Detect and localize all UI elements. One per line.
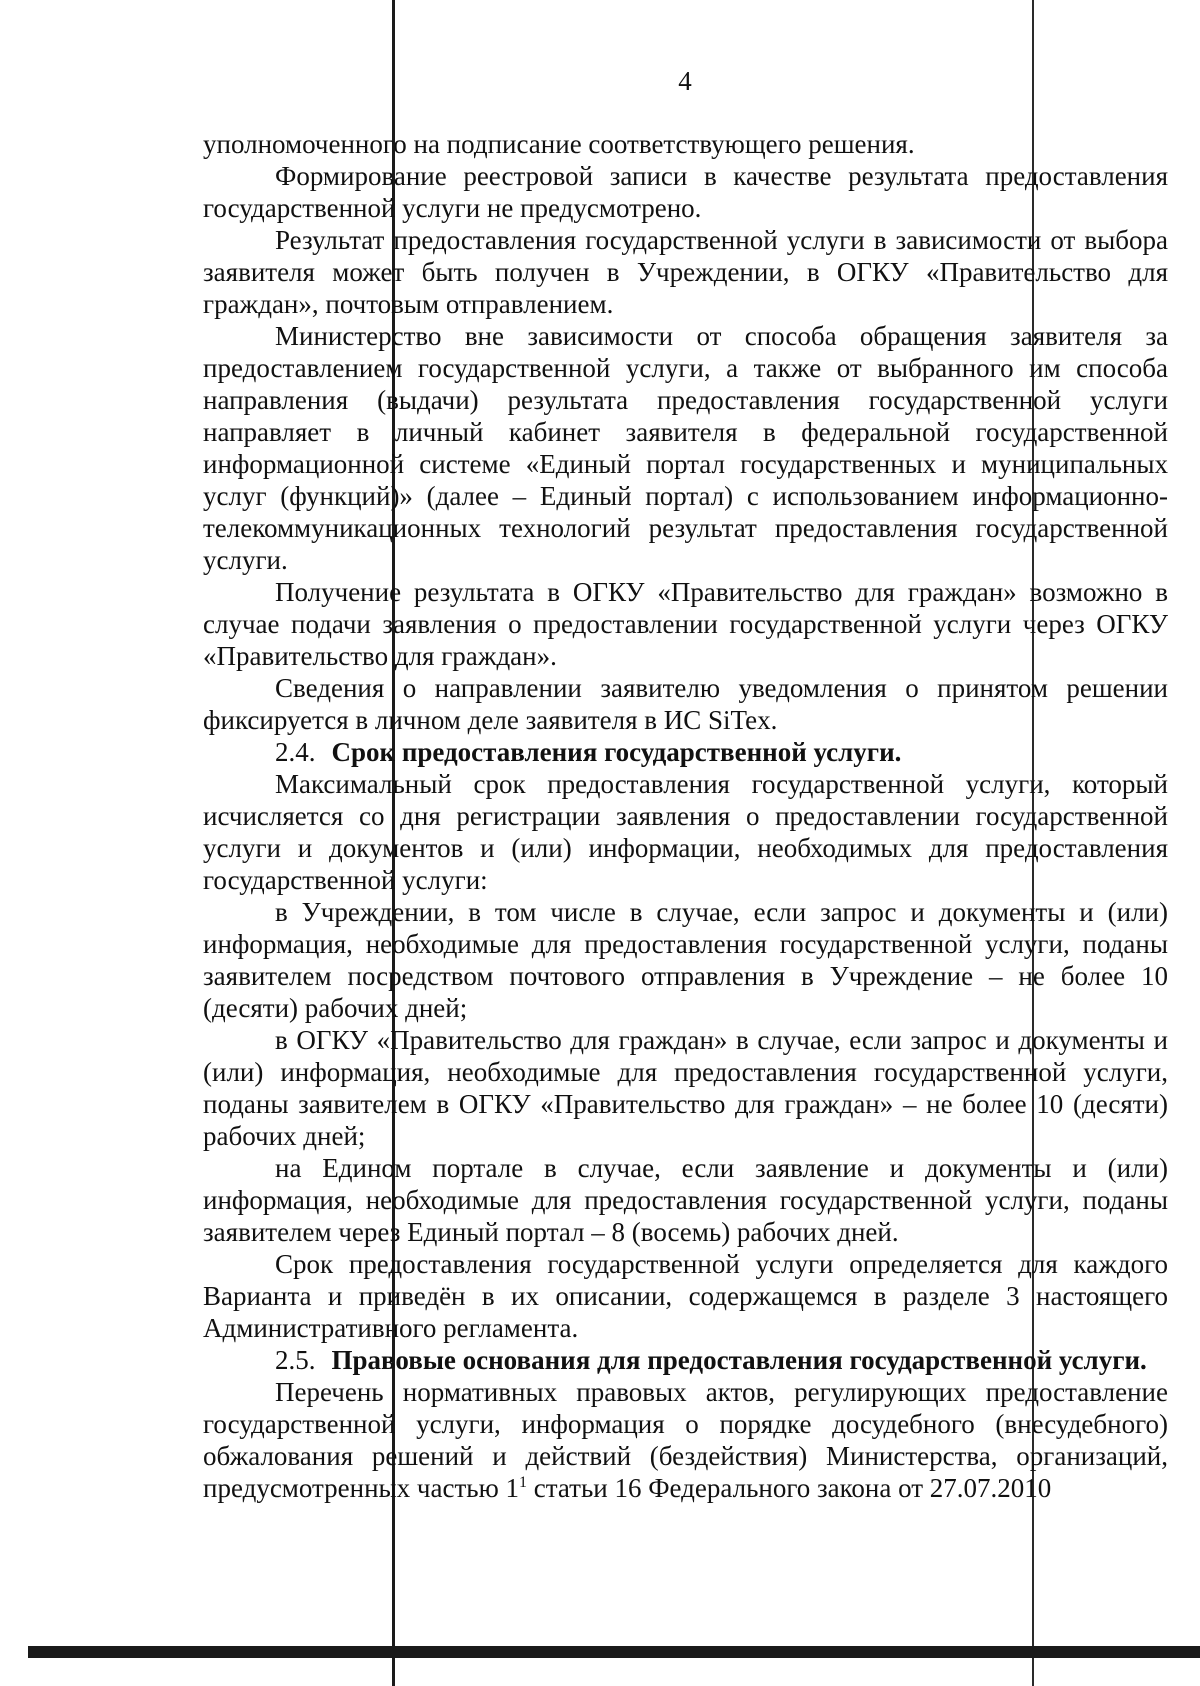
section-number: 2.5. [275, 1345, 316, 1375]
paragraph: Срок предоставления государственной услуги определяется для каждого Варианта и приведён в их описании, содержащемся в разделе 3 настоящего Административного регламента. [203, 1249, 1168, 1343]
section-number: 2.4. [275, 737, 316, 767]
superscript: 1 [519, 1474, 528, 1491]
paragraph-text: Перечень нормативных правовых актов, регулирующих предоставление государственной услуги, информация о порядке досудебного (внесудебного) обжалования решений и действий (бездействия) Министерства, организаций, предусмотренных частью 1 [203, 1377, 1168, 1503]
section-title: Правовые основания для предоставления государственной услуги. [331, 1345, 1147, 1375]
document-body [203, 128, 1168, 1504]
section-title: Срок предоставления государственной услуги. [331, 737, 902, 767]
paragraph: Максимальный срок предоставления государственной услуги, который исчисляется со дня регистрации заявления о предоставлении государственной услуги и документов и (или) информации, необходимых для предоставления государственной услуги: [203, 769, 1168, 895]
scan-bottom-bar [28, 1646, 1200, 1658]
paragraph: на Едином портале в случае, если заявление и документы и (или) информация, необходимые для предоставления государственной услуги, поданы заявителем через Единый портал – 8 (восемь) рабочих дней. [203, 1153, 1168, 1247]
paragraph: Получение результата в ОГКУ «Правительство для граждан» возможно в случае подачи заявления о предоставлении государственной услуги через ОГКУ «Правительство для граждан». [203, 577, 1168, 671]
paragraph: в ОГКУ «Правительство для граждан» в случае, если запрос и документы и (или) информация, необходимые для предоставления государственной услуги, поданы заявителем в ОГКУ «Правительство для граждан» – не более 10 (десяти) рабочих дней; [203, 1025, 1168, 1151]
section-heading-2-4 [203, 736, 1168, 768]
paragraph: Министерство вне зависимости от способа обращения заявителя за предоставлением государственной услуги, а также от выбранного им способа направления (выдачи) результата предоставления государственной услуги направляет в личный кабинет заявителя в федеральной государственной информационной системе «Единый портал государственных и муниципальных услуг (функций)» (далее – Единый портал) с использованием информационно-телекоммуникационных технологий результат предоставления государственной услуги. [203, 321, 1168, 575]
paragraph-text: статьи 16 Федерального закона от 27.07.2010 [527, 1473, 1052, 1503]
paragraph [203, 1376, 1168, 1504]
paragraph: Результат предоставления государственной услуги в зависимости от выбора заявителя может быть получен в Учреждении, в ОГКУ «Правительство для граждан», почтовым отправлением. [203, 225, 1168, 319]
paragraph: уполномоченного на подписание соответствующего решения. [203, 129, 915, 159]
paragraph: Сведения о направлении заявителю уведомления о принятом решении фиксируется в личном деле заявителя в ИС SiTex. [203, 673, 1168, 735]
paragraph: Формирование реестровой записи в качестве результата предоставления государственной услуги не предусмотрено. [203, 161, 1168, 223]
paragraph: в Учреждении, в том числе в случае, если запрос и документы и (или) информация, необходимые для предоставления государственной услуги, поданы заявителем посредством почтового отправления в Учреждение – не более 10 (десяти) рабочих дней; [203, 897, 1168, 1023]
page-number: 4 [678, 66, 692, 96]
section-heading-2-5 [203, 1344, 1168, 1376]
